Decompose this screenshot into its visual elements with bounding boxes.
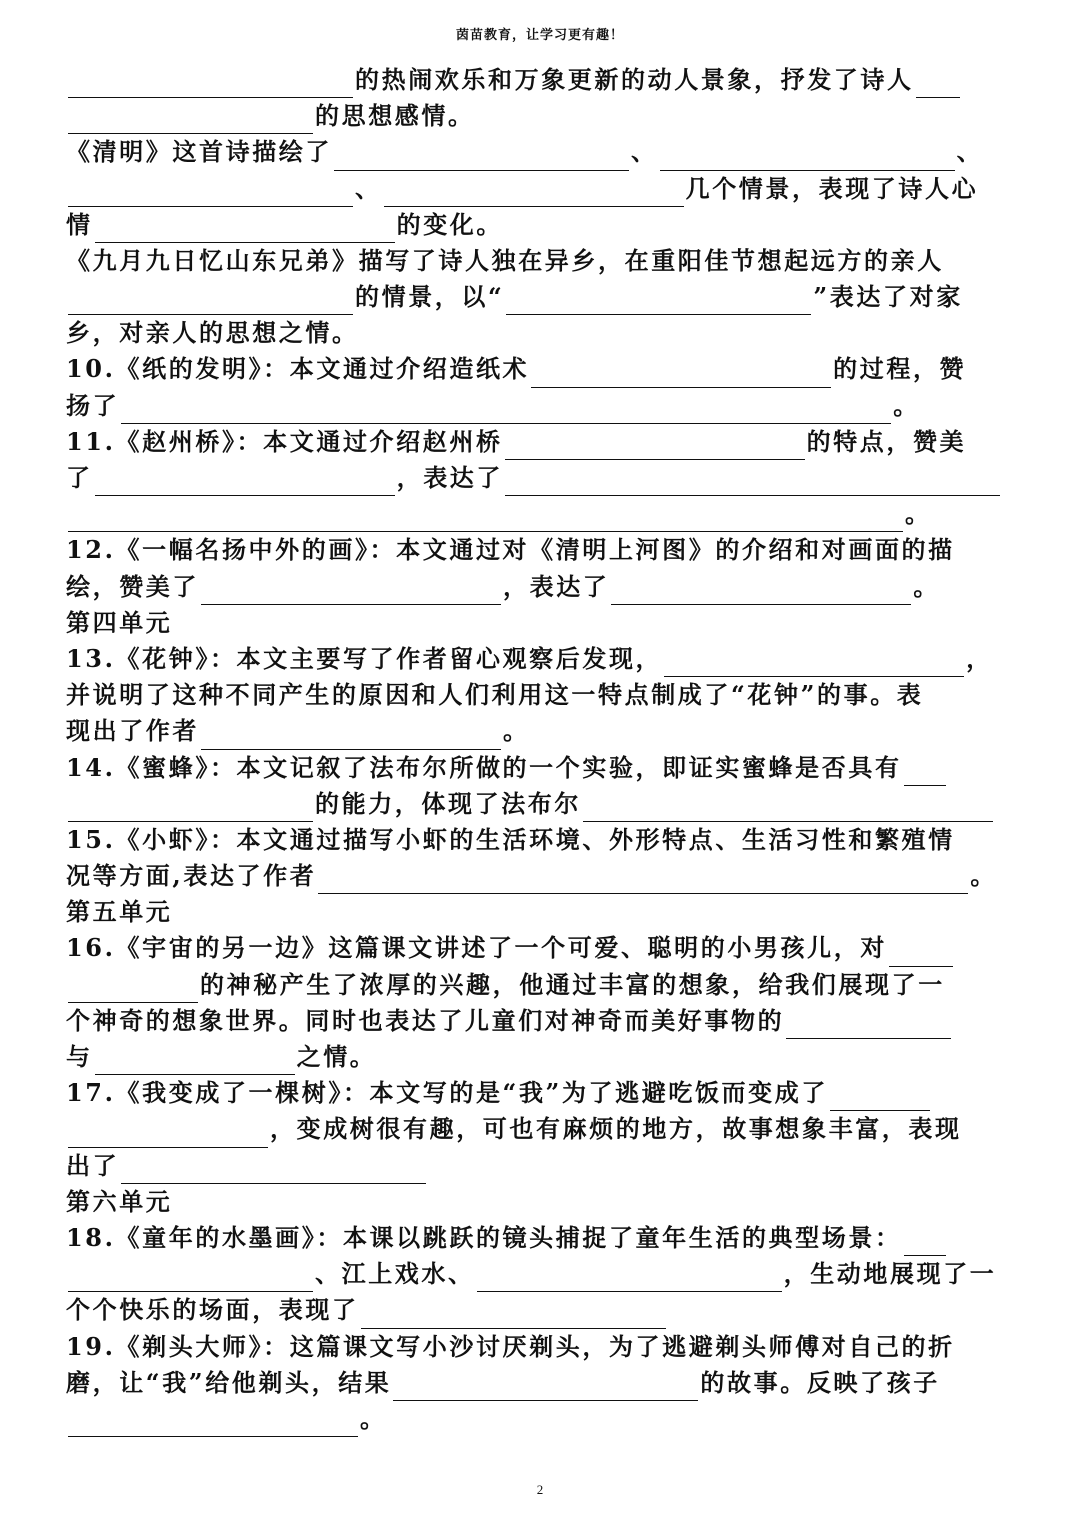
line-text: 的情景，以“: [355, 282, 505, 312]
line-text: 的思想感情。: [315, 101, 475, 131]
answer-blank[interactable]: [660, 143, 955, 171]
text-line: [66, 98, 1016, 134]
line-text: 磨，让“我”给他剃头，结果: [66, 1367, 392, 1397]
text-line: [66, 207, 1016, 243]
text-line: [66, 424, 1016, 460]
answer-blank[interactable]: [393, 1373, 698, 1401]
answer-blank[interactable]: [361, 1301, 666, 1329]
line-text: 。: [360, 1403, 387, 1433]
text-line: [66, 1329, 1016, 1365]
text-line: [66, 171, 1016, 207]
text-line: [66, 641, 1016, 677]
line-text: 16.《宇宙的另一边》这篇课文讲述了一个可爱、聪明的小男孩儿，对: [66, 933, 887, 963]
line-text: 第五单元: [66, 897, 173, 927]
page-header: 茵苗教育，让学习更有趣！: [455, 28, 624, 43]
text-line: [66, 315, 1016, 351]
text-line: [66, 1401, 1016, 1437]
text-line: [66, 134, 1016, 170]
text-line: [66, 822, 1016, 858]
line-text: ”表达了对家: [813, 282, 963, 312]
answer-blank[interactable]: [68, 287, 353, 315]
line-text: 13.《花钟》：本文主要写了作者留心观察后发现，: [66, 643, 663, 673]
answer-blank[interactable]: [95, 1047, 295, 1075]
text-line: [66, 786, 1016, 822]
text-line: [66, 858, 1016, 894]
answer-blank[interactable]: [68, 1120, 268, 1148]
text-line: [66, 894, 1016, 930]
line-text: 个个快乐的场面，表现了: [66, 1295, 359, 1325]
line-text: 的故事。反映了孩子: [700, 1367, 940, 1397]
text-line: [66, 1220, 1016, 1256]
line-text: 的过程，赞: [833, 354, 967, 384]
answer-blank[interactable]: [121, 1156, 426, 1184]
text-line: [66, 352, 1016, 388]
answer-blank[interactable]: [68, 70, 353, 98]
answer-blank[interactable]: [68, 1264, 313, 1292]
line-text: 。: [905, 499, 932, 529]
text-line: [66, 1256, 1016, 1292]
text-line: [66, 496, 1016, 532]
answer-blank[interactable]: [830, 1083, 930, 1111]
answer-blank[interactable]: [664, 649, 964, 677]
worksheet-body: [66, 62, 1016, 1437]
text-line: [66, 1292, 1016, 1328]
line-text: 乡，对亲人的思想之情。: [66, 318, 359, 348]
answer-blank[interactable]: [531, 360, 831, 388]
answer-blank[interactable]: [506, 287, 811, 315]
answer-blank[interactable]: [904, 758, 946, 786]
answer-blank[interactable]: [505, 468, 1000, 496]
answer-blank[interactable]: [889, 939, 953, 967]
line-text: 。: [970, 861, 997, 891]
line-text: 几个情景，表现了诗人心: [685, 173, 979, 203]
line-text: 。: [503, 716, 530, 746]
text-line: [66, 677, 1016, 713]
line-text: 、: [631, 137, 658, 167]
line-text: 与: [66, 1042, 93, 1072]
line-text: 。: [913, 571, 941, 601]
line-text: 《清明》这首诗描绘了: [66, 137, 332, 167]
answer-blank[interactable]: [68, 975, 198, 1003]
answer-blank[interactable]: [68, 794, 313, 822]
line-text: 、: [355, 173, 382, 203]
text-line: [66, 532, 1016, 568]
answer-blank[interactable]: [583, 794, 993, 822]
text-line: [66, 1075, 1016, 1111]
text-line: [66, 1039, 1016, 1075]
answer-blank[interactable]: [786, 1011, 951, 1039]
answer-blank[interactable]: [505, 432, 805, 460]
line-text: 18.《童年的水墨画》：本课以跳跃的镜头捕捉了童年生活的典型场景：: [66, 1222, 902, 1252]
line-text: 出了: [66, 1150, 120, 1180]
line-text: ，生动地展现了一: [783, 1259, 997, 1289]
line-text: 扬了: [66, 390, 120, 420]
line-text: 、: [956, 137, 984, 167]
answer-blank[interactable]: [201, 722, 501, 750]
line-text: 并说明了这种不同产生的原因和人们利用这一特点制成了“花钟”的事。表: [66, 680, 924, 710]
text-line: [66, 713, 1016, 749]
answer-blank[interactable]: [95, 468, 395, 496]
answer-blank[interactable]: [904, 1228, 946, 1256]
line-text: 的变化。: [396, 209, 504, 239]
line-text: ，: [966, 643, 993, 673]
line-text: 的神秘产生了浓厚的兴趣，他通过丰富的想象，给我们展现了一: [200, 969, 945, 999]
line-text: 10.《纸的发明》：本文通过介绍造纸术: [66, 354, 530, 384]
text-line: [66, 279, 1016, 315]
text-line: [66, 569, 1016, 605]
line-text: 的能力，体现了法布尔: [315, 788, 581, 818]
line-text: 的热闹欢乐和万象更新的动人景象，抒发了诗人: [355, 64, 914, 94]
line-text: 15.《小虾》：本文通过描写小虾的生活环境、外形特点、生活习性和繁殖情: [66, 824, 955, 854]
text-line: [66, 62, 1016, 98]
line-text: 的特点，赞美: [806, 426, 967, 456]
line-text: 《九月九日忆山东兄弟》描写了诗人独在异乡，在重阳佳节想起远方的亲人: [66, 245, 944, 275]
line-text: 况等方面,表达了作者: [66, 861, 317, 891]
line-text: 17.《我变成了一棵树》：本文写的是“我”为了逃避吃饭而变成了: [66, 1078, 828, 1108]
text-line: [66, 1111, 1016, 1147]
page-number: 2: [536, 1482, 544, 1497]
text-line: [66, 243, 1016, 279]
answer-blank[interactable]: [201, 577, 501, 605]
answer-blank[interactable]: [121, 396, 891, 424]
answer-blank[interactable]: [334, 143, 629, 171]
line-text: 14.《蜜蜂》：本文记叙了法布尔所做的一个实验，即证实蜜蜂是否具有: [66, 752, 902, 782]
answer-blank[interactable]: [68, 106, 313, 134]
answer-blank[interactable]: [477, 1264, 782, 1292]
line-text: 之情。: [296, 1042, 377, 1072]
text-line: [66, 967, 1016, 1003]
text-line: [66, 1184, 1016, 1220]
text-line: [66, 931, 1016, 967]
line-text: 、江上戏水、: [315, 1259, 475, 1289]
line-text: 第六单元: [66, 1186, 173, 1216]
line-text: ，表达了: [396, 463, 504, 493]
answer-blank[interactable]: [384, 179, 684, 207]
text-line: [66, 605, 1016, 641]
answer-blank[interactable]: [318, 866, 968, 894]
line-text: 现出了作者: [66, 716, 199, 746]
answer-blank[interactable]: [68, 179, 353, 207]
answer-blank[interactable]: [95, 215, 395, 243]
answer-blank[interactable]: [611, 577, 911, 605]
text-line: [66, 750, 1016, 786]
text-line: [66, 1365, 1016, 1401]
line-text: 了: [66, 463, 93, 493]
line-text: 情: [66, 209, 93, 239]
text-line: [66, 1148, 1016, 1184]
line-text: 19.《剃头大师》：这篇课文写小沙讨厌剃头，为了逃避剃头师傅对自己的折: [66, 1331, 955, 1361]
line-text: ，变成树很有趣，可也有麻烦的地方，故事想象丰富，表现: [270, 1114, 962, 1144]
answer-blank[interactable]: [68, 504, 903, 532]
text-line: [66, 1003, 1016, 1039]
line-text: 绘，赞美了: [66, 571, 199, 601]
line-text: 第四单元: [66, 607, 173, 637]
line-text: 。: [893, 390, 920, 420]
line-text: ，表达了: [503, 571, 610, 601]
text-line: [66, 388, 1016, 424]
line-text: 个神奇的想象世界。同时也表达了儿童们对神奇而美好事物的: [66, 1005, 785, 1035]
answer-blank[interactable]: [916, 70, 960, 98]
text-line: [66, 460, 1016, 496]
answer-blank[interactable]: [68, 1409, 358, 1437]
line-text: 11.《赵州桥》：本文通过介绍赵州桥: [66, 426, 503, 456]
line-text: 12.《一幅名扬中外的画》：本文通过对《清明上河图》的介绍和对画面的描: [66, 535, 955, 565]
